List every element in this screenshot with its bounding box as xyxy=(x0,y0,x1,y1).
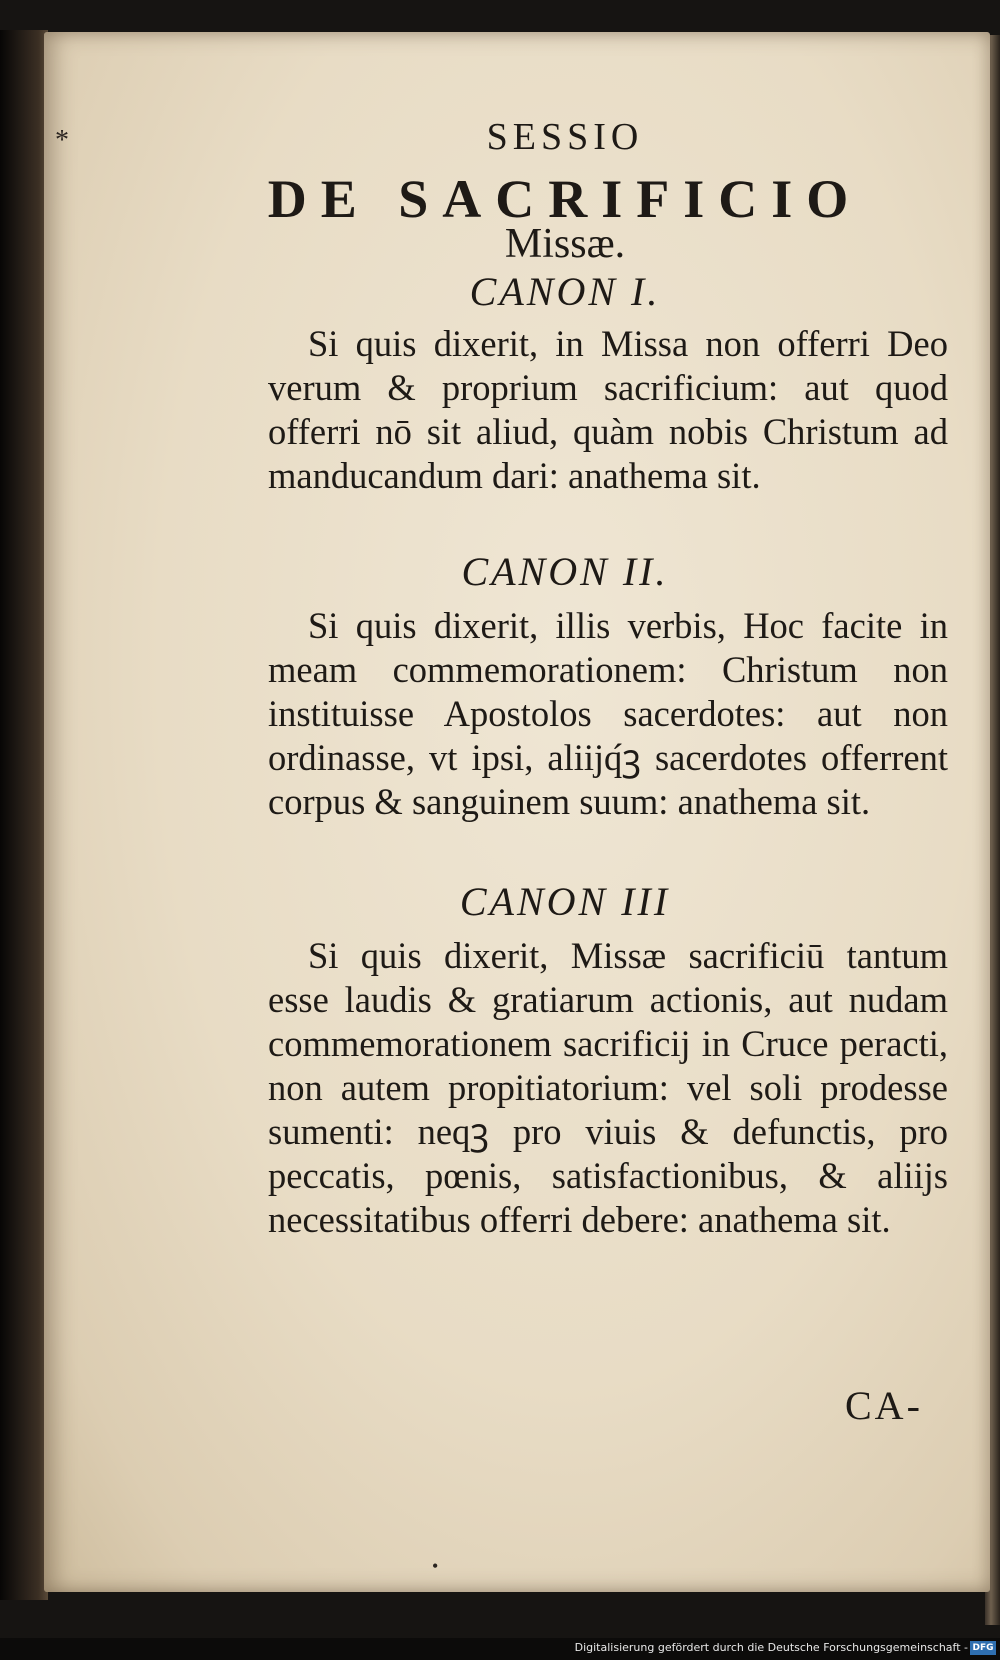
footer-credit: Digitalisierung gefördert durch die Deutsche Forschungsgemeinschaft - xyxy=(574,1641,968,1654)
header-sessio: SESSIO xyxy=(486,116,644,158)
ornament-star: * xyxy=(55,125,69,156)
canon-1-heading: CANON I. xyxy=(469,269,661,314)
bottom-mark: • xyxy=(432,1556,439,1576)
canon-3-heading: CANON III xyxy=(459,879,671,924)
catchword: CA- xyxy=(845,1383,923,1428)
footer-bar xyxy=(0,1638,1000,1660)
dfg-logo-icon[interactable]: DFG xyxy=(970,1641,996,1655)
canon-2-body: Si quis dixerit, illis verbis, Hoc facite in meam commemorationem: Christum non instituisse Apostolos sacerdotes: aut non ordinasse, vt ipsi, aliĳq́ꝫ sacerdotes offerrent corpus & sanguinem suum: anathema sit. xyxy=(268,605,948,822)
header-missae: Missæ. xyxy=(504,221,626,267)
canon-1-text xyxy=(268,322,948,498)
header-title: DE SACRIFICIO xyxy=(267,169,863,229)
canon-2-text xyxy=(268,604,948,824)
canon-3-text xyxy=(268,934,948,1242)
canon-1-body: Si quis dixerit, in Missa non offerri Deo verum & proprium sacrificium: aut quod offerri nō sit aliud, quàm nobis Christum ad manducandum dari: anathema sit. xyxy=(268,323,948,496)
canon-2-heading: CANON II. xyxy=(461,549,669,594)
canon-3-body: Si quis dixerit, Missæ sacrificiū tantum esse laudis & gratiarum actionis, aut nudam commemorationem sacrificĳ in Cruce peracti, non autem propitiatorium: vel soli prodesse sumenti: neqꝫ pro viuis & defunctis, pro peccatis, pœnis, satisfactionibus, & aliĳs necessitatibus offerri debere: anathema sit. xyxy=(268,935,948,1240)
